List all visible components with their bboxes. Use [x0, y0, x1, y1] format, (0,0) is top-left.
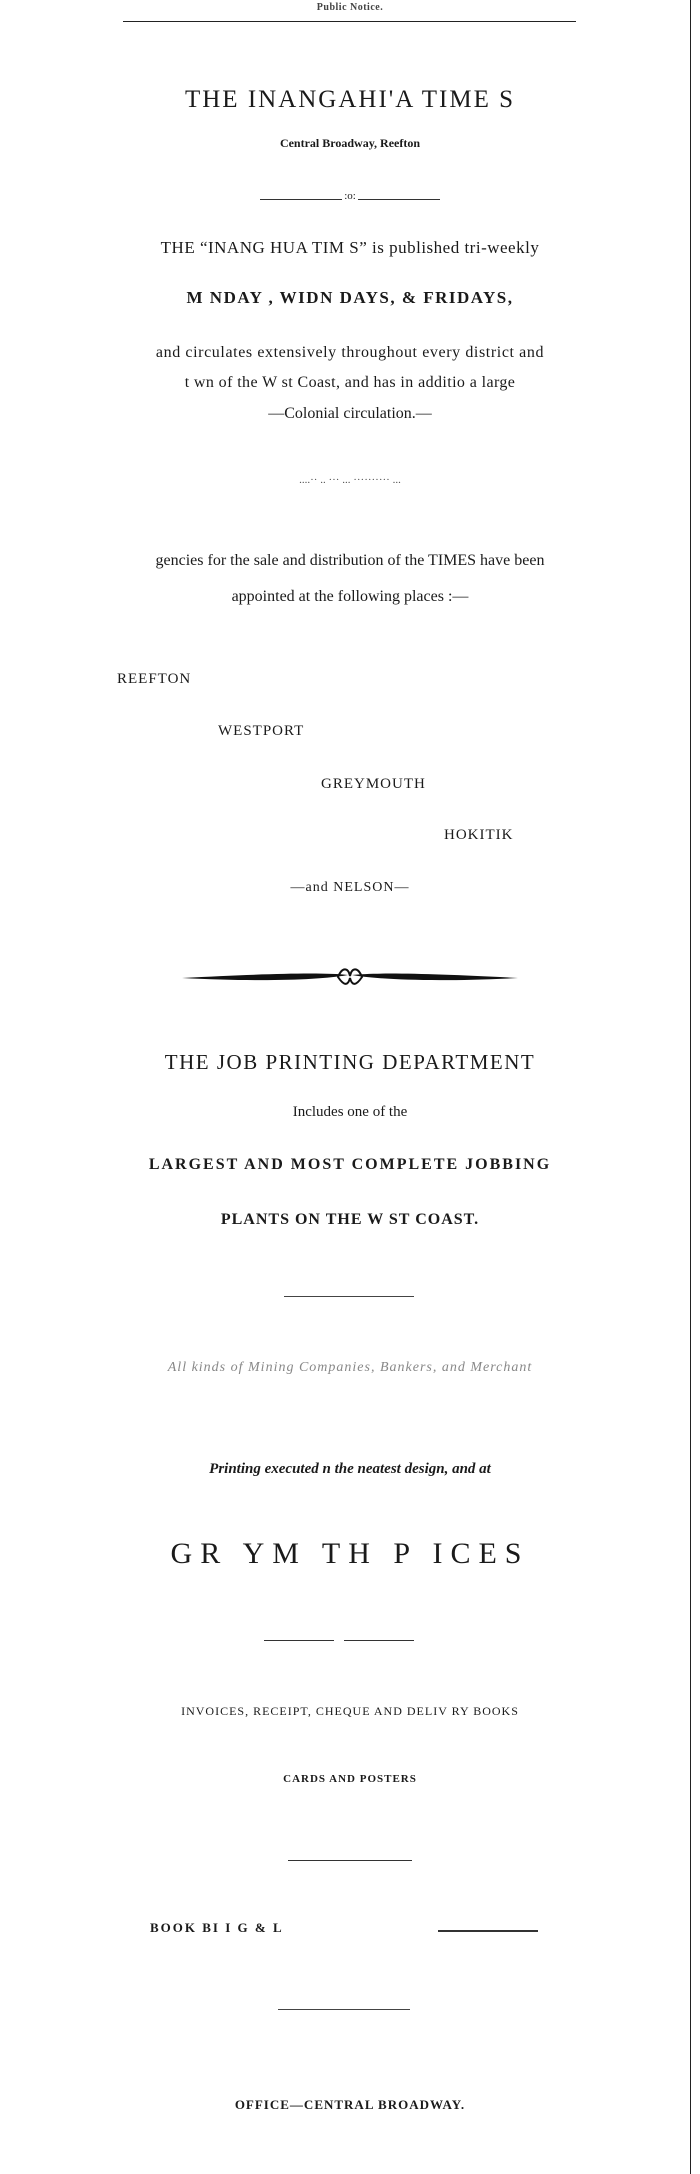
short-rule-2-right: [344, 1640, 414, 1641]
short-rule-2-left: [264, 1640, 334, 1641]
column-rule: [690, 0, 691, 2174]
masthead-title: THE INANGAHI'A TIME S: [184, 86, 516, 113]
short-rule-4: [278, 2009, 410, 2010]
book-line-rule: [438, 1930, 538, 1932]
office-footer: OFFICE—CENTRAL BROADWAY.: [234, 2097, 466, 2112]
job-printing-line-2: PLANTS ON THE W ST COAST.: [220, 1211, 480, 1228]
publication-line-1: THE “INANG HUA TIM S” is published tri-weekly: [160, 238, 540, 257]
agencies-intro-1: gencies for the sale and distribution of the TIMES have been: [155, 552, 545, 569]
divider-right: [358, 199, 440, 200]
section-label: Public Notice.: [316, 2, 384, 13]
publication-line-4: t wn of the W st Coast, and has in additio a large: [184, 374, 516, 391]
agency-reefton: REEFTON: [117, 671, 192, 687]
publication-line-3: and circulates extensively throughout every district and: [155, 344, 545, 361]
short-rule-1: [284, 1296, 414, 1297]
divider-mark: :o:: [344, 190, 356, 202]
agency-greymouth: GREYMOUTH: [321, 776, 426, 792]
faded-line: All kinds of Mining Companies, Bankers, and Merchant: [167, 1360, 533, 1375]
agency-nelson: —and NELSON—: [290, 880, 410, 895]
book-line: BOOK BI I G & L: [150, 1920, 284, 1935]
masthead-address: Central Broadway, Reefton: [279, 136, 421, 150]
publication-days: M NDAY , WIDN DAYS, & FRIDAYS,: [186, 288, 514, 307]
short-rule-3: [288, 1860, 412, 1861]
agencies-intro-2: appointed at the following places :—: [231, 588, 469, 605]
agency-westport: WESTPORT: [218, 723, 305, 739]
ornamental-divider: [180, 962, 520, 992]
invoices-line: INVOICES, RECEIPT, CHEQUE AND DELIV RY BOOKS: [181, 1704, 519, 1718]
dot-ornament: ....·· .. ··· ... ·········· ...: [299, 474, 401, 486]
prices-heading: GR YM TH P ICES: [170, 1537, 530, 1570]
printing-line: Printing executed n the neatest design, and at: [209, 1461, 491, 1477]
job-printing-line-1: LARGEST AND MOST COMPLETE JOBBING: [148, 1156, 552, 1173]
job-printing-sub: Includes one of the: [292, 1104, 408, 1120]
header-rule: [123, 21, 576, 22]
agency-hokitika: HOKITIK: [444, 827, 514, 843]
cards-line: CARDS AND POSTERS: [283, 1773, 417, 1785]
publication-line-5: —Colonial circulation.—: [268, 405, 432, 422]
job-printing-heading: THE JOB PRINTING DEPARTMENT: [164, 1050, 536, 1074]
